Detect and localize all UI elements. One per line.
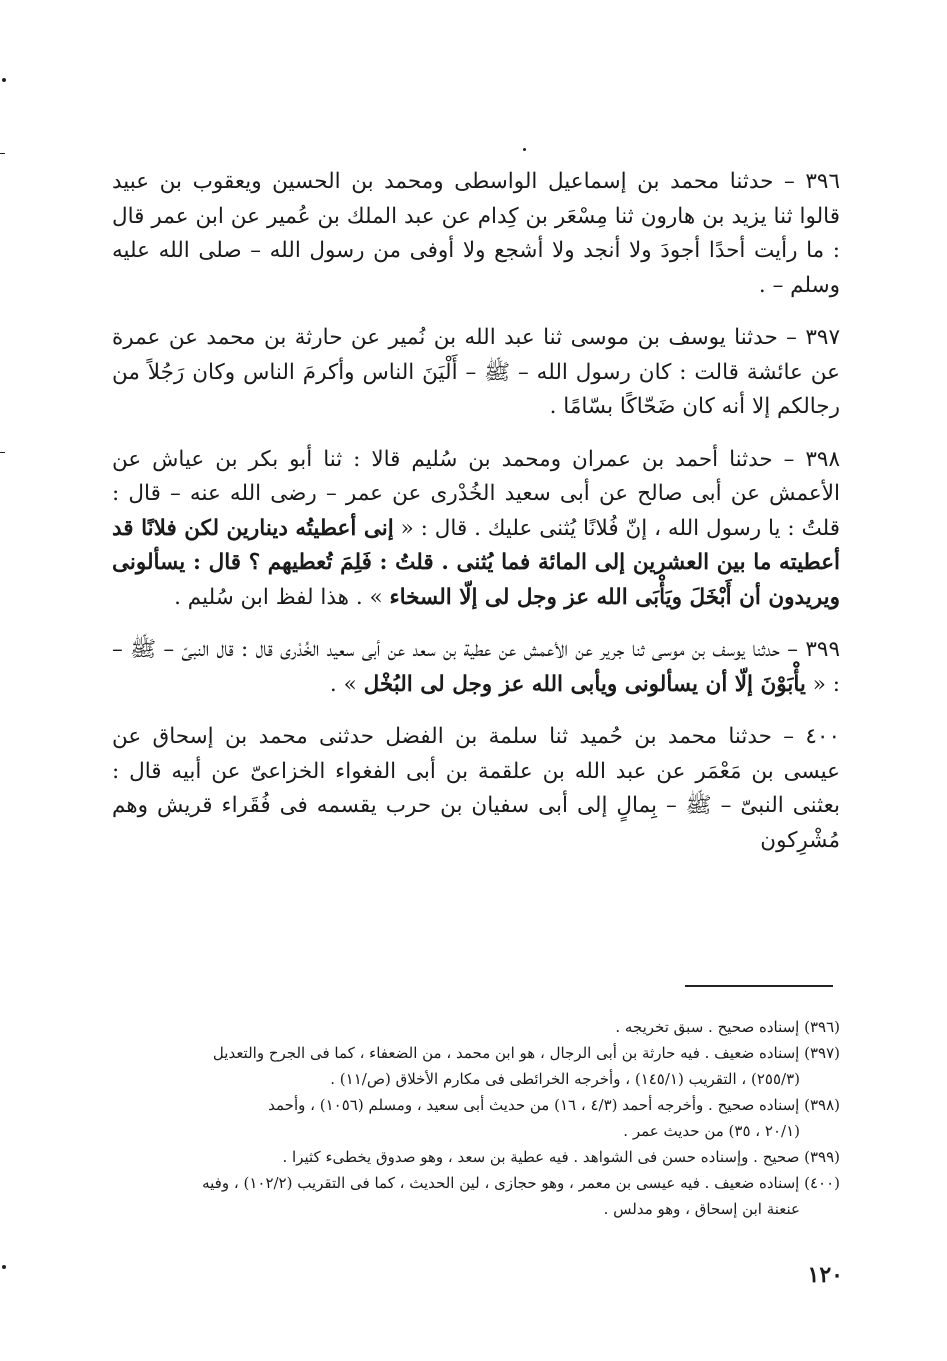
footnote-398: (٣٩٨) إسناده صحيح . وأخرجه أحمد (٤/٣ ، ١٦) من حديث أبى سعيد ، ومسلم (١٠٥٦) ، وأحمد [268,1096,840,1114]
footnotes [112,1014,840,1222]
hadith-399-tail: » . [329,671,364,697]
hadith-396: ٣٩٦ – حدثنا محمد بن إسماعيل الواسطى ومحمد بن الحسين ويعقوب بن عبيد قالوا ثنا يزيد بن هارون ثنا مِسْعَر بن كِدام عن عبد الملك بن عُمير عن ابن عمر قال : ما رأيت أحدًا أجودَ ولا أنجد ولا أشجع ولا أوفى من رسول الله – صلى الله عليه وسلم – . [112,169,840,298]
scan-dot [2,1265,6,1269]
footnote-396: (٣٩٦) إسناده صحيح . سبق تخريجه . [615,1018,840,1036]
hadith-397: ٣٩٧ – حدثنا يوسف بن موسى ثنا عبد الله بن نُمير عن حارثة بن محمد عن عمرة عن عائشة قالت : كان رسول الله – ﷺ – أَلْيَنَ الناس وأكرمَ الناس وكان رَجُلاً من رجالكم إلا أنه كان ضَحّاكًا بسّامًا . [112,325,840,419]
main-text [112,165,840,876]
scan-dot [523,148,526,151]
footnote-separator [685,985,833,987]
hadith-399-matn: يأْبَوْنَ إلّا أن يسألونى ويأبى الله عز وجل لى البُخْل [363,671,806,697]
footnote-399: (٣٩٩) صحيح . وإسناده حسن فى الشواهد . فيه عطية بن سعد ، وهو صدوق يخطىء كثيرا . [282,1148,840,1166]
page-number: ١٢٠ [807,1262,843,1288]
scan-tick [0,452,5,453]
hadith-399 [112,633,840,702]
hadith-398-matn: إنى أعطيتُه دينارين لكن فلانًا قد أعطيته ما بين العشرين إلى المائة فما يُثنى . قلتُ : فَلِمَ تُعطيهم ؟ قال : يسألونى ويريدون أن أَبْخَلَ ويَأْبَى الله عز وجل لى إلّا السخاء [112,515,840,610]
footnote-397-cont: (٢٥٥/٣) ، التقريب (١٤٥/١) ، وأخرجه الخرائطى فى مكارم الأخلاق (ص/١١) . [330,1070,800,1088]
hadith-398-tail: » . هذا لفظ ابن سُليم . [174,584,390,610]
footnote-400: (٤٠٠) إسناده ضعيف . فيه عيسى بن معمر ، وهو حجازى ، لين الحديث ، كما فى التقريب (١٠٢/٢) ، وفيه [202,1174,840,1192]
hadith-398-isnad: ٣٩٨ – حدثنا أحمد بن عمران ومحمد بن سُليم قالا : ثنا أبو بكر بن عياش عن الأعمش عن أبى صالح عن أبى سعيد الخُدْرى عن عمر – رضى الله عنه – قال : قلتُ : يا رسول الله ، إنّ فُلانًا يُثنى عليك . قال : « [112,446,840,541]
footnote-398-cont: (٢٠/١ ، ٣٥) من حديث عمر . [623,1122,800,1140]
hadith-400: ٤٠٠ – حدثنا محمد بن حُميد ثنا سلمة بن الفضل حدثنى محمد بن إسحاق عن عيسى بن مَعْمَر عن عبد الله بن علقمة بن أبى الفغواء الخزاعىّ عن أبيه قال : بعثنى النبىّ – ﷺ – بِمالٍ إلى أبى سفيان بن حرب يقسمه فى فُقَراء قريش وهم مُشْرِكون [112,724,840,853]
hadith-399-isnad: ٣٩٩ – حدثنا يوسف بن موسى ثنا جرير عن الأعمش عن عطية بن سعد عن أبى سعيد الخُدْرى قال : قال النبىّ – ﷺ – : « [112,637,840,697]
footnote-397: (٣٩٧) إسناده ضعيف . فيه حارثة بن أبى الرجال ، هو ابن محمد ، من الضعفاء ، كما فى الجرح والتعديل [212,1044,840,1062]
hadith-398 [112,443,840,616]
scan-dot [2,78,6,82]
scan-tick [0,153,5,154]
footnote-400-cont: عنعنة ابن إسحاق ، وهو مدلس . [603,1200,800,1218]
